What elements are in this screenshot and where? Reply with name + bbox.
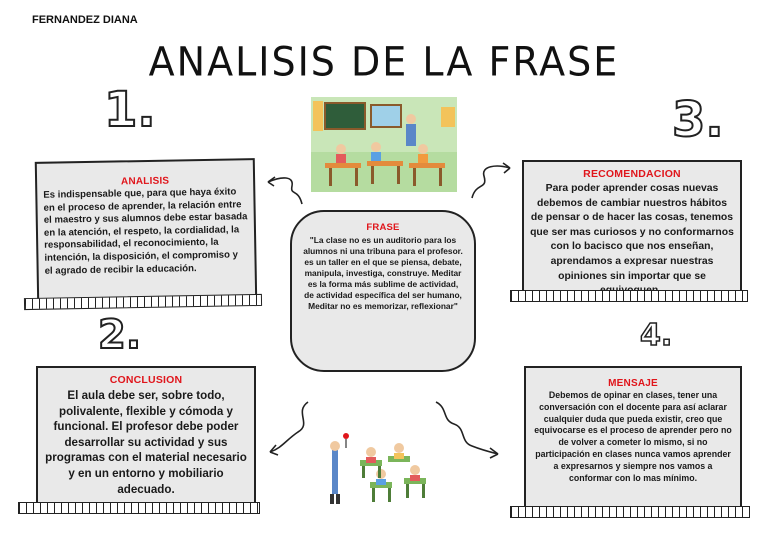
students-illustration bbox=[326, 430, 438, 506]
recomendacion-title: RECOMENDACION bbox=[583, 168, 681, 180]
frase-title: FRASE bbox=[366, 222, 400, 233]
page-title: ANALISIS DE LA FRASE bbox=[148, 38, 620, 86]
conclusion-box bbox=[36, 366, 256, 510]
mensaje-text: Debemos de opinar en clases, tener una conversación con el docente para así aclarar cualquier duda que pueda existir, creo que equivocarse es el proceso de aprender pero no de volver a cometer lo mismo, si no participación en clases nunca vamos aprender a expresarnos y siempre nos vamos a conformar con lo mas mínimo. bbox=[534, 390, 732, 483]
classroom-illustration bbox=[311, 97, 457, 192]
conclusion-text: El aula debe ser, sobre todo, polivalente, flexible y cómoda y funcional. El profesor debe poder desarrollar su actividad y sus programas con el material necesario y en un entorno y mobiliario adecuado. bbox=[45, 389, 247, 496]
recomendacion-text: Para poder aprender cosas nuevas debemos de cambiar nuestros hábitos de pensar o de hacer las cosas, tenemos que ser mas curiosos y no conformarnos con lo bacisco que nos enseñan, aprendamos a expresar nuestras opiniones sin importar que se bbox=[530, 183, 734, 282]
author-name: FERNANDEZ DIANA bbox=[32, 14, 138, 26]
number-four: 4. bbox=[640, 318, 673, 353]
mensaje-box-shadow bbox=[510, 506, 750, 518]
recomendacion-box bbox=[522, 160, 742, 296]
frase-box bbox=[290, 210, 476, 372]
frase-text: "La clase no es un auditorio para los alumnos ni una tribuna para el profesor. es un taller en el que se piensa, debate, manipula, investiga, construye. Meditar es la forma más sublime de actividad, de actividad específica del ser humano, Meditar no es memorizar, reflexionar" bbox=[303, 235, 463, 311]
recomendacion-box-shadow bbox=[510, 290, 748, 302]
analisis-text: Es indispensable que, para que haya éxito en el proceso de aprender, la relación entre el maestro y sus alumnos debe estar basada en la atención, el respeto, la cordialidad, la responsabilidad, el reconocimiento, la intención, la disposición, el compromiso y el agrado de recibir la educación. bbox=[43, 186, 248, 277]
analisis-box bbox=[35, 158, 257, 306]
arrow-to-conclusion bbox=[264, 398, 314, 458]
number-one: 1. bbox=[104, 82, 156, 138]
arrow-to-mensaje bbox=[432, 398, 504, 460]
mensaje-title: MENSAJE bbox=[608, 378, 658, 389]
number-three: 3. bbox=[672, 92, 724, 148]
arrow-to-recomendacion bbox=[468, 160, 514, 200]
number-two: 2. bbox=[98, 312, 142, 358]
analisis-title: ANALISIS bbox=[120, 175, 170, 188]
arrow-to-analisis bbox=[262, 168, 306, 208]
conclusion-title: CONCLUSION bbox=[109, 374, 183, 386]
mensaje-box bbox=[524, 366, 742, 512]
conclusion-box-shadow bbox=[18, 502, 260, 514]
